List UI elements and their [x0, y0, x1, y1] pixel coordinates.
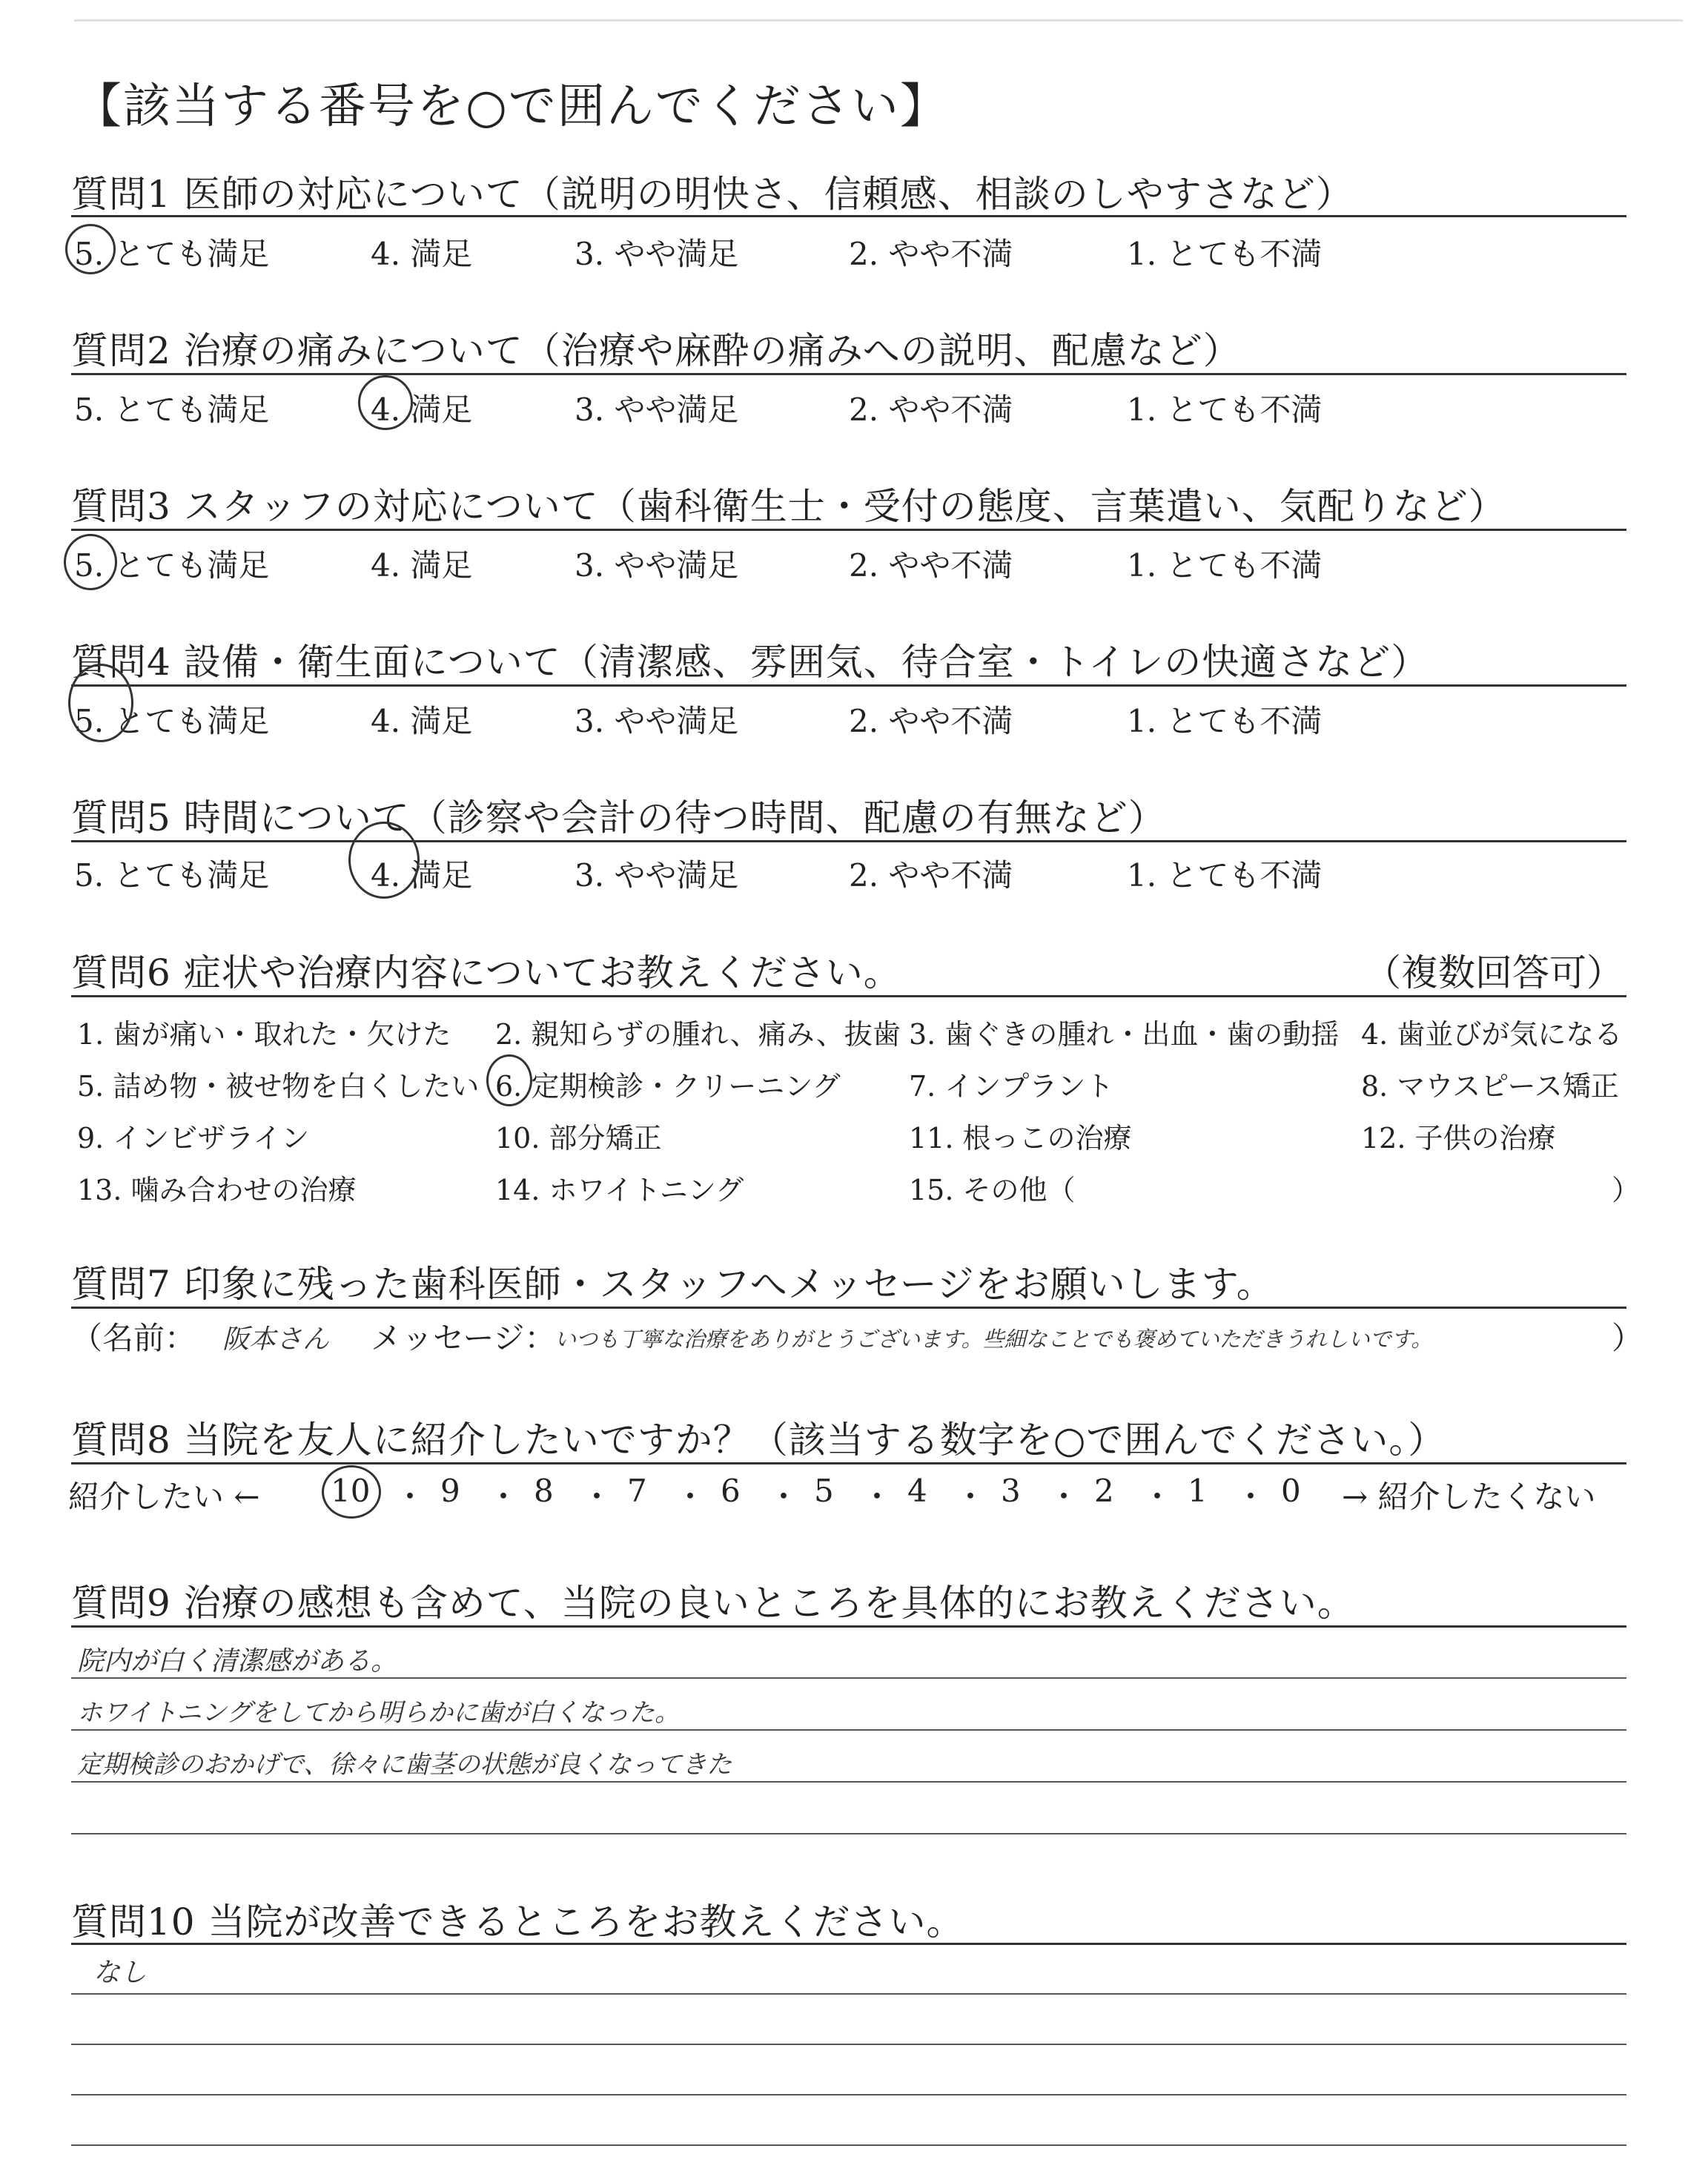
q2-option-5[interactable]: 5. とても満足: [74, 392, 270, 428]
q6-item-3[interactable]: 3. 歯ぐきの腫れ・出血・歯の動揺: [909, 1018, 1340, 1051]
q8-dot: ・: [488, 1479, 520, 1515]
q4-option-5[interactable]: 5. とても満足: [74, 703, 270, 739]
q2-rule: [71, 373, 1626, 375]
q6-heading: 質問6 症状や治療内容についてお教えください。: [71, 951, 901, 994]
q9-writing-line: [71, 1677, 1626, 1679]
q8-scale-0[interactable]: 0: [1281, 1473, 1301, 1509]
q6-item-7[interactable]: 7. インプラント: [909, 1070, 1114, 1103]
q7-name-label: （名前：: [71, 1320, 196, 1356]
q1-heading: 質問1 医師の対応について（説明の明快さ、信頼感、相談のしやすさなど）: [71, 173, 1354, 216]
q7-close: ）: [1612, 1320, 1644, 1356]
q6-item-2[interactable]: 2. 親知らずの腫れ、痛み、抜歯: [495, 1018, 901, 1051]
q1-option-1[interactable]: 1. とても不満: [1127, 236, 1323, 272]
q8-dot: ・: [675, 1479, 706, 1515]
q8-dot: ・: [768, 1479, 800, 1515]
q7-message-label: メッセージ：: [371, 1320, 556, 1356]
q8-dot: ・: [955, 1479, 987, 1515]
q6-multi-note: （複数回答可）: [1364, 951, 1623, 994]
q8-scale-8[interactable]: 8: [534, 1473, 554, 1509]
q6-item-14[interactable]: 14. ホワイトニング: [495, 1174, 744, 1206]
q4-option-3[interactable]: 3. やや満足: [575, 703, 739, 739]
q6-item-5[interactable]: 5. 詰め物・被せ物を白くしたい: [77, 1070, 480, 1103]
q5-option-1[interactable]: 1. とても不満: [1127, 857, 1323, 894]
q3-option-5[interactable]: 5. とても満足: [74, 547, 270, 584]
q3-selection-circle: [64, 534, 117, 590]
q1-option-4[interactable]: 4. 満足: [371, 236, 473, 272]
q4-option-1[interactable]: 1. とても不満: [1127, 703, 1323, 739]
q9-writing-line: [71, 1729, 1626, 1731]
q6-item-10[interactable]: 10. 部分矯正: [495, 1122, 662, 1155]
q8-scale-5[interactable]: 5: [814, 1473, 834, 1509]
q10-answer-line-1[interactable]: なし: [93, 1958, 148, 1988]
q5-option-2[interactable]: 2. やや不満: [849, 857, 1013, 894]
q8-dot: ・: [1235, 1479, 1267, 1515]
top-border: [74, 19, 1683, 22]
q10-heading: 質問10 当院が改善できるところをお教えください。: [71, 1900, 964, 1943]
q6-item-8[interactable]: 8. マウスピース矯正: [1361, 1070, 1619, 1103]
q7-name-value[interactable]: 阪本さん: [222, 1324, 330, 1355]
q8-scale-6[interactable]: 6: [721, 1473, 741, 1509]
q10-writing-line: [71, 1993, 1626, 1995]
q5-option-5[interactable]: 5. とても満足: [74, 857, 270, 894]
q8-scale-10[interactable]: 10: [331, 1473, 371, 1509]
q8-heading: 質問8 当院を友人に紹介したいですか？（該当する数字を○で囲んでください。）: [71, 1418, 1446, 1462]
q5-option-3[interactable]: 3. やや満足: [575, 857, 739, 894]
q1-option-3[interactable]: 3. やや満足: [575, 236, 739, 272]
q4-heading: 質問4 設備・衛生面について（清潔感、雰囲気、待合室・トイレの快適さなど）: [71, 641, 1429, 684]
q8-selection-circle: [322, 1465, 381, 1519]
q8-scale-4[interactable]: 4: [907, 1473, 927, 1509]
q6-item-6[interactable]: 6. 定期検診・クリーニング: [495, 1070, 841, 1103]
q8-scale-2[interactable]: 2: [1094, 1473, 1114, 1509]
q10-rule: [71, 1943, 1626, 1945]
q6-other-close: ）: [1612, 1174, 1641, 1206]
q5-selection-circle: [348, 822, 420, 899]
q6-item-9[interactable]: 9. インビザライン: [77, 1122, 310, 1155]
q9-writing-line: [71, 1781, 1626, 1783]
q8-scale-9[interactable]: 9: [440, 1473, 460, 1509]
q8-dot: ・: [861, 1479, 893, 1515]
q8-left-label: 紹介したい ←: [68, 1479, 260, 1515]
q4-option-2[interactable]: 2. やや不満: [849, 703, 1013, 739]
q5-heading: 質問5 時間について（診察や会計の待つ時間、配慮の有無など）: [71, 796, 1166, 839]
q6-item-4[interactable]: 4. 歯並びが気になる: [1361, 1018, 1623, 1051]
q6-item-13[interactable]: 13. 噛み合わせの治療: [77, 1174, 357, 1206]
q6-item-12[interactable]: 12. 子供の治療: [1361, 1122, 1556, 1155]
q1-option-5[interactable]: 5. とても満足: [74, 236, 270, 272]
q8-dot: ・: [1142, 1479, 1174, 1515]
q3-option-1[interactable]: 1. とても不満: [1127, 547, 1323, 584]
q9-writing-line: [71, 1833, 1626, 1834]
q8-dot: ・: [581, 1479, 613, 1515]
q2-option-4[interactable]: 4. 満足: [371, 392, 473, 428]
q3-heading: 質問3 スタッフの対応について（歯科衛生士・受付の態度、言葉遣い、気配りなど）: [71, 485, 1506, 528]
q2-heading: 質問2 治療の痛みについて（治療や麻酔の痛みへの説明、配慮など）: [71, 329, 1241, 372]
q4-selection-circle: [68, 664, 133, 742]
q3-option-3[interactable]: 3. やや満足: [575, 547, 739, 584]
q6-item-15[interactable]: 15. その他（: [909, 1174, 1076, 1206]
q9-answer-line-1[interactable]: 院内が白く清潔感がある。: [77, 1646, 398, 1677]
q9-heading: 質問9 治療の感想も含めて、当院の良いところを具体的にお教えください。: [71, 1582, 1355, 1625]
q1-rule: [71, 215, 1626, 217]
q3-rule: [71, 529, 1626, 531]
q7-rule: [71, 1307, 1626, 1309]
q6-selection-circle: [486, 1054, 532, 1106]
q1-option-2[interactable]: 2. やや不満: [849, 236, 1013, 272]
q9-rule: [71, 1625, 1626, 1628]
q9-answer-line-2[interactable]: ホワイトニングをしてから明らかに歯が白くなった。: [77, 1698, 680, 1728]
q2-option-3[interactable]: 3. やや満足: [575, 392, 739, 428]
q6-rule: [71, 995, 1626, 997]
q2-selection-circle: [358, 375, 413, 430]
q8-dot: ・: [394, 1479, 426, 1515]
q3-option-4[interactable]: 4. 満足: [371, 547, 473, 584]
q8-rule: [71, 1462, 1626, 1464]
q2-option-2[interactable]: 2. やや不満: [849, 392, 1013, 428]
q2-option-1[interactable]: 1. とても不満: [1127, 392, 1323, 428]
q8-right-label: → 紹介したくない: [1342, 1479, 1596, 1515]
q7-message-value[interactable]: いつも丁寧な治療をありがとうございます。些細なことでも褒めていただきうれしいです。: [555, 1327, 1433, 1352]
q9-answer-line-3[interactable]: 定期検診のおかげで、徐々に歯茎の状態が良くなってきた: [77, 1750, 732, 1780]
q10-writing-line: [71, 2094, 1626, 2095]
q8-dot: ・: [1048, 1479, 1080, 1515]
q5-rule: [71, 840, 1626, 842]
q6-item-1[interactable]: 1. 歯が痛い・取れた・欠けた: [77, 1018, 451, 1051]
q6-item-11[interactable]: 11. 根っこの治療: [909, 1122, 1132, 1155]
q4-option-4[interactable]: 4. 満足: [371, 703, 473, 739]
q5-option-4[interactable]: 4. 満足: [371, 857, 473, 894]
q3-option-2[interactable]: 2. やや不満: [849, 547, 1013, 584]
q1-selection-circle: [65, 224, 116, 274]
page-title: 【該当する番号を○で囲んでください】: [74, 79, 949, 134]
q8-scale-7[interactable]: 7: [627, 1473, 647, 1509]
q4-rule: [71, 684, 1626, 687]
q10-writing-line: [71, 2144, 1626, 2146]
q10-writing-line: [71, 2044, 1626, 2045]
q8-scale-3[interactable]: 3: [1001, 1473, 1021, 1509]
q7-heading: 質問7 印象に残った歯科医師・スタッフへメッセージをお願いします。: [71, 1263, 1274, 1306]
q8-scale-1[interactable]: 1: [1188, 1473, 1208, 1509]
